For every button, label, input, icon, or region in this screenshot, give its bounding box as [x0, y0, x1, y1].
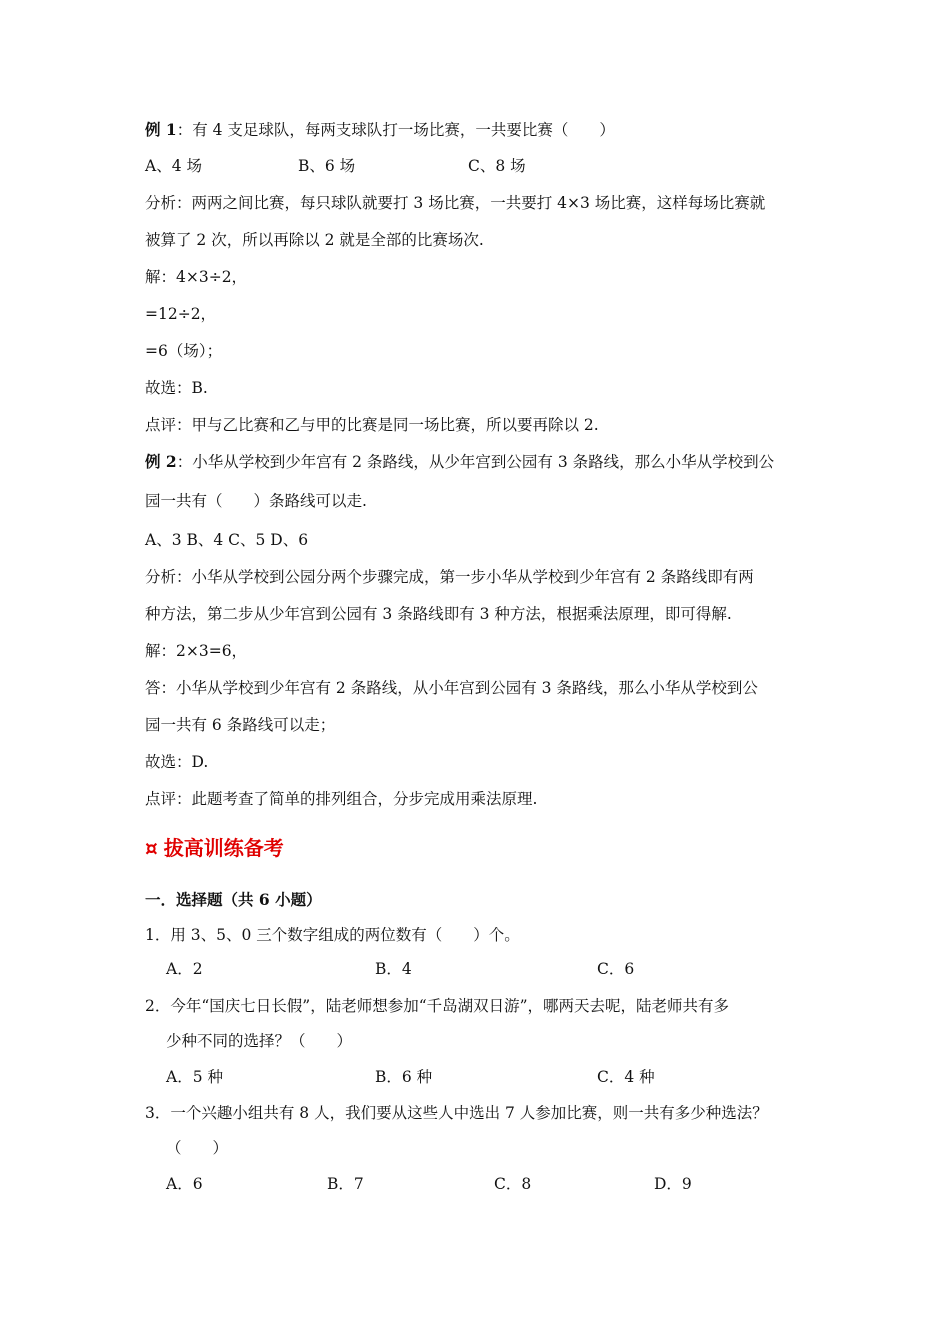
section-mark-icon: ¤ [145, 836, 158, 860]
example-2-label: 例 2 [145, 452, 177, 471]
example-1-analysis-line-1: 分析：两两之间比赛，每只球队就要打 3 场比赛，一共要打 4×3 场比赛，这样每场比赛就 [145, 194, 766, 212]
question-3-text-line-2: （ ） [166, 1139, 229, 1157]
section-heading [145, 835, 284, 861]
part-1-heading: 一．选择题（共 6 小题） [145, 890, 322, 909]
question-3-option-b: B．7 [327, 1175, 364, 1193]
question-2-text-line-2: 少种不同的选择？（ ） [166, 1032, 353, 1050]
example-2-options: A、3 B、4 C、5 D、6 [145, 531, 309, 549]
example-2-question-line-2: 园一共有（ ）条路线可以走. [145, 492, 367, 510]
example-1-solution-line-2: =12÷2， [145, 305, 217, 323]
question-2-option-c: C．4 种 [597, 1068, 655, 1086]
section-title: 拔高训练备考 [163, 836, 284, 860]
example-2-solution: 解：2×3=6， [145, 642, 248, 660]
question-3-option-c: C．8 [494, 1175, 532, 1193]
question-3-text-line-1: 3．一个兴趣小组共有 8 人，我们要从这些人中选出 7 人参加比赛，则一共有多少种选法？ [145, 1104, 768, 1122]
question-1-option-c: C．6 [597, 960, 635, 978]
example-1-option-a: A、4 场 [145, 157, 202, 175]
example-1-option-c: C、8 场 [468, 157, 526, 175]
example-2-answer-line-2: 园一共有 6 条路线可以走； [145, 716, 336, 734]
question-1-text: 1．用 3、5、0 三个数字组成的两位数有（ ）个。 [145, 926, 520, 944]
question-1-option-b: B．4 [375, 960, 412, 978]
example-2-question-line-1: 例 2：小华从学校到少年宫有 2 条路线，从少年宫到公园有 3 条路线，那么小华从学校到公 [145, 452, 775, 471]
example-2-analysis-line-1: 分析：小华从学校到公园分两个步骤完成，第一步小华从学校到少年宫有 2 条路线即有两 [145, 568, 754, 586]
question-1-option-a: A．2 [166, 960, 203, 978]
example-1-choice: 故选：B. [145, 379, 208, 397]
example-2-answer-line-1: 答：小华从学校到少年宫有 2 条路线，从小年宫到公园有 3 条路线，那么小华从学校到公 [145, 679, 758, 697]
example-2-analysis-line-2: 种方法，第二步从少年宫到公园有 3 条路线即有 3 种方法，根据乘法原理，即可得解. [145, 605, 732, 623]
example-1-analysis-line-2: 被算了 2 次，所以再除以 2 就是全部的比赛场次. [145, 231, 484, 249]
question-2-option-a: A．5 种 [166, 1068, 223, 1086]
question-3-option-d: D．9 [654, 1175, 692, 1193]
example-2-comment: 点评：此题考查了简单的排列组合，分步完成用乘法原理. [145, 790, 538, 808]
example-1-solution-line-1: 解：4×3÷2， [145, 268, 248, 286]
example-1-comment: 点评：甲与乙比赛和乙与甲的比赛是同一场比赛，所以要再除以 2. [145, 416, 599, 434]
question-2-option-b: B．6 种 [375, 1068, 433, 1086]
example-1-option-b: B、6 场 [298, 157, 356, 175]
example-1-label: 例 1 [145, 120, 177, 139]
example-1-question: 例 1：有 4 支足球队，每两支球队打一场比赛，一共要比赛（ ） [145, 120, 615, 139]
question-2-text-line-1: 2．今年“国庆七日长假”，陆老师想参加“千岛湖双日游”，哪两天去呢，陆老师共有多 [145, 997, 730, 1015]
question-3-option-a: A．6 [166, 1175, 203, 1193]
example-2-choice: 故选：D. [145, 753, 209, 771]
example-1-solution-line-3: =6（场）； [145, 342, 223, 360]
